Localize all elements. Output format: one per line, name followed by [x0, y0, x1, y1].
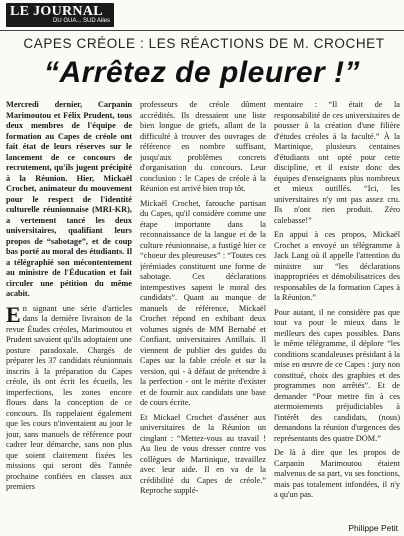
- article-paragraph: Mickaël Crochet, farouche partisan du Capes, qu'il considère comme une étape importante dans la reconnaissance de la langue et de la culture réunionnaise, a fustigé hier ce “choeur des pleureuses” : “Toutes ces jérémiades constituent une forme de sabotage. Ces déclarations intempestives sapent le moral des candidats”. Quant au manque de manuels de référence, Mickaël Crochet répond en exhibant deux volumes signés de MM Bernabé et Confiant, universitaires Antillais. Il viennent de publier des guides du Capes sur la fable créole et sur la version, qui - à défaut de prétendre à la perfection - ont le mérite d'exister et de fournir aux candidats une base de cours écrite.: [140, 198, 266, 407]
- header-divider: [0, 30, 404, 31]
- article-headline: “Arrêtez de pleurer !”: [43, 56, 361, 89]
- article-paragraph: professeurs de créole dûment accrédités. Ils dressaient une liste bien longue de griefs, allant de la difficulté à trouver des ouvrages de référence en nombre suffisant, jusqu'aux problèmes concrets d'organisation du concours. Leur conclusion : le Capes de créole à la Réunion est arrivé bien trop tôt.: [140, 100, 266, 193]
- article-lead: Mercredi dernier, Carpanin Marimoutou et Félix Prudent, tous deux membres de l'équipe de formation au Capes de créole ont fait état de leurs réserves sur le lancement de ce concours de recrutement, qu'ils jugent précipité à la Réunion. Hier, Mickaël Crochet, animateur du mouvement pour le respect de l'identité culturelle réunionnaise (MRI-KR), a vertement tancé les deux universitaires, qualifiant leurs propos de “sabotage”, et de coup bas porté au moral des étudiants. Il a télégraphié son mécontentement au ministre de l'Éducation et fait circuler une pétition du même acabit.: [6, 100, 132, 298]
- article-paragraph: En appui à ces propos, Mickaël Crochet a envoyé un télégramme à Jack Lang où il appelle l'attention du ministre sur “les déclarations inappropriées et démobilisatrices des responsables de la formation Capes à la Réunion.”: [274, 230, 400, 302]
- article-kicker: CAPES CRÉOLE : LES RÉACTIONS DE M. CROCHET: [23, 36, 385, 51]
- article-paragraph: En signant une série d'articles dans la dernière livraison de la revue Études créoles, Marimoutou et Prudent savaient qu'ils adoptaient une posture paradoxale. Chargés de préparer les 37 candidats réunionnais inscrits à la préparation du Capes créole, ils ont écrit les écueils, les imperfections, les zones encore floues dans la conception de ce concours. Ils rappelaient également que les cours n'inventaient au jour le jour, sans manuels de référence pour cadrer leur démarche, sans non plus que soient clairement fixées les missions qui seront dès l'année prochaine confiées en classes aux premiers: [6, 301, 132, 491]
- masthead-subtitle: DU GUA... SUD Ailes: [52, 18, 110, 24]
- article-paragraph: De là à dire que les propos de Carpanin Marimoutou étaient malvenus de sa part, vu ses fonctions, mais pas totalement infondées, il n'y a qu'un pas.: [274, 448, 400, 499]
- masthead-logo: [6, 3, 114, 27]
- drop-cap: E: [6, 301, 21, 327]
- article-paragraph: Et Mickael Crochet d'asséner aux universitaires de la Réunion un cinglant : “Mettez-vous au travail ! Au lieu de vous dresser contre vos collègues de Martinique, travaillez avec leur aide. Il en va de la crédibilité du Capes de créole.” Reproche supplé-: [140, 412, 266, 495]
- article-paragraph: mentaire : “Il était de la responsabilité de ces universitaires de pousser à la création d'une filière d'études créoles à la faculté.” À la Martinique, plusieurs centaines d'étudiants ont opté pour cette discipline, et il existe donc des équipes d'enseignants plus nombreux et mieux outillés. “Ici, les universitaires n'y ont pas assez cru. Ils n'ont rien produit. Zéro calebasse!”: [274, 100, 400, 225]
- author-signature: Philippe Petit: [348, 523, 398, 533]
- article-paragraph: Pour autant, il ne considère pas que tout va pour le mieux dans le meilleurs des capes possibles. Dans le même télégramme, il déplore “les conditions scandaleuses présidant à la mise en œuvre de ce Capes : jury non constitué, choix des graphies et des programmes non arrêtés”. Et de demander “Pour mettre fin à ces atermoiements préjudiciables à l'intérêt des candidats, (nous) demandons la réunion d'urgences des représentants des quatre DOM.”: [274, 307, 400, 443]
- article-column-2: [140, 100, 266, 524]
- article-column-3: [274, 100, 400, 524]
- article-column-1: [6, 100, 132, 524]
- masthead-title: LE JOURNAL: [10, 4, 103, 19]
